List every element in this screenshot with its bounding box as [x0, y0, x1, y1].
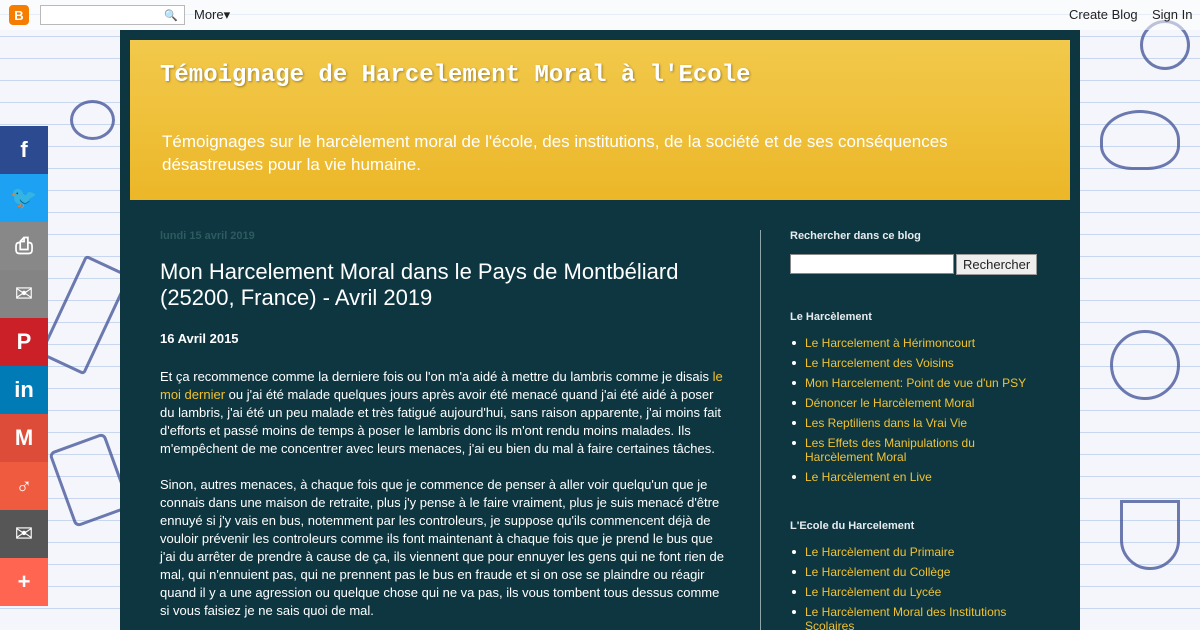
sidebar-link[interactable]: Le Harcèlement du Lycée	[790, 585, 1040, 599]
links-widget-harcelement	[790, 311, 1040, 484]
column-divider	[760, 230, 761, 630]
sidebar-link[interactable]: Mon Harcelement: Point de vue d'un PSY	[790, 376, 1040, 390]
mail-alt-share-icon[interactable]: ✉	[0, 510, 48, 558]
post-paragraph: Et ça recommence comme la derniere fois ou l'on m'a aidé à mettre du lambris comme je disais le moi dernier ou j'ai été malade quelques jours après avoir été menacé quand j'ai été aidé à poser du lambris, j'ai été un peu malade et très fatigué aujourd'hui, sans raison apparente, j'ai moins fait d'efforts et passé moins de temps à poser le lambris donc ils m'ont rendu moins malades. Ils m'empêchent de me concentrer avec leurs menaces, j'ai eu bien du mal à faire certaines tâches.	[160, 369, 723, 456]
blog-title[interactable]: Témoignage de Harcelement Moral à l'Ecole	[160, 62, 751, 89]
post-subhead: 16 Avril 2015	[160, 331, 239, 346]
gmail-share-icon[interactable]: M	[0, 414, 48, 462]
more-menu-button[interactable]: More▾	[194, 7, 231, 22]
tumblr-share-icon[interactable]: ♂	[0, 462, 48, 510]
post	[160, 230, 730, 630]
search-button[interactable]: Rechercher	[956, 254, 1037, 275]
create-blog-link[interactable]: Create Blog	[1069, 7, 1138, 22]
pinterest-share-icon[interactable]: P	[0, 318, 48, 366]
post-paragraph: Sinon, autres menaces, à chaque fois que je commence de penser à aller voir quelqu'un que je connais dans une maison de retraite, plus j'y pense à le faire vraiment, plus je suis menacé d'être ennuyé si j'y vais en bus, notemment par les controleurs, je suppose qu'ils commencent déjà de vouloir prévenir les controleurs comme ils font maintenant à chaque fois que je prend le bus que j'ai du arrêter de prendre à cause de ça, ils viennent que pour ennuyer les gens qui ne font rien de mal, qui n'ennuient pas, qui ne prennent pas le bus en fraude et si on ose se plaindre ou réagir quand il y a une agression ou quelque chose qui ne va pas, ils vous tombent tous dessus comme si vous faisiez je ne sais quoi de mal.	[160, 477, 725, 618]
sidebar-link[interactable]: Le Harcelement à Hérimoncourt	[790, 336, 1040, 350]
blog-search-input[interactable]	[790, 254, 954, 274]
print-share-icon[interactable]: ⎙	[0, 222, 48, 270]
sidebar	[790, 230, 1040, 630]
sign-in-link[interactable]: Sign In	[1152, 7, 1193, 22]
background-doodle	[1120, 500, 1180, 570]
background-doodle	[70, 100, 115, 140]
sidebar-link[interactable]: Le Harcèlement du Primaire	[790, 545, 1040, 559]
navbar-search-input[interactable]	[40, 5, 185, 25]
sidebar-link[interactable]: Le Harcèlement en Live	[790, 470, 1040, 484]
sidebar-link[interactable]: Le Harcelement des Voisins	[790, 356, 1040, 370]
post-date: lundi 15 avril 2019	[160, 230, 255, 242]
twitter-share-icon[interactable]: 🐦	[0, 174, 48, 222]
more-share-icon[interactable]: +	[0, 558, 48, 606]
links-widget-ecole	[790, 520, 1040, 630]
search-icon[interactable]: 🔍	[164, 10, 178, 22]
linkedin-share-icon[interactable]: in	[0, 366, 48, 414]
sidebar-link[interactable]: Dénoncer le Harcèlement Moral	[790, 396, 1040, 410]
post-title[interactable]: Mon Harcelement Moral dans le Pays de Montbéliard (25200, France) - Avril 2019	[160, 259, 679, 310]
sidebar-link[interactable]: Les Effets des Manipulations du Harcèlement Moral	[790, 436, 1040, 464]
background-doodle	[1100, 110, 1180, 170]
widget-title: L'Ecole du Harcelement	[790, 520, 915, 532]
search-widget-title: Rechercher dans ce blog	[790, 230, 921, 242]
widget-title: Le Harcèlement	[790, 311, 872, 323]
blog-description: Témoignages sur le harcèlement moral de l'école, des institutions, de la société et de ses conséquences désastreuses pour la vie humaine.	[162, 132, 948, 174]
blogger-logo-icon[interactable]: B	[9, 5, 29, 25]
post-inline-link[interactable]: le moi dernier	[160, 369, 723, 402]
sidebar-link[interactable]: Les Reptiliens dans la Vrai Vie	[790, 416, 1040, 430]
post-body	[160, 330, 730, 620]
sidebar-link[interactable]: Le Harcèlement du Collège	[790, 565, 1040, 579]
background-doodle	[39, 255, 131, 376]
sidebar-link[interactable]: Le Harcèlement Moral des Institutions Scolaires	[790, 605, 1040, 630]
share-sidebar	[0, 126, 48, 606]
blog-header	[130, 40, 1070, 200]
email-share-icon[interactable]: ✉	[0, 270, 48, 318]
facebook-share-icon[interactable]: f	[0, 126, 48, 174]
background-doodle	[1110, 330, 1180, 400]
search-widget	[790, 230, 1040, 275]
blogger-navbar	[0, 0, 1200, 30]
